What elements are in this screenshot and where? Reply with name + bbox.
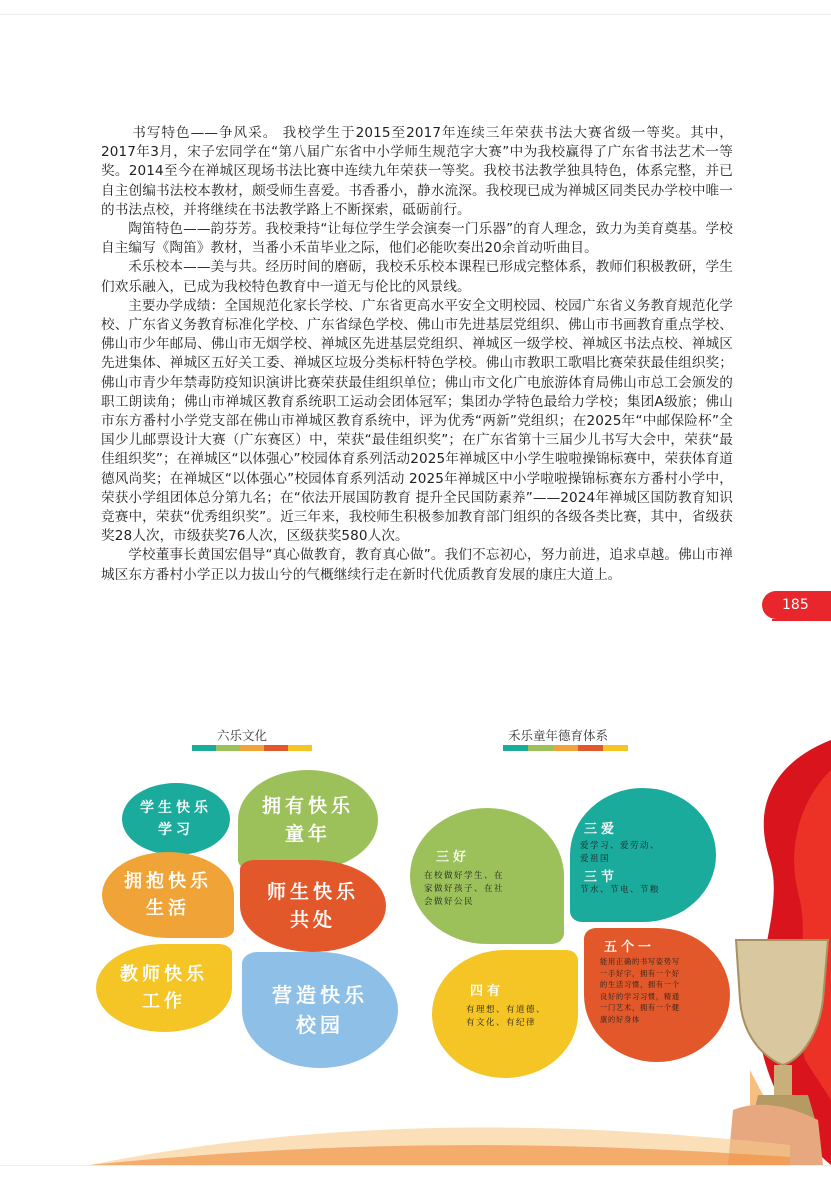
- bubble-happy-childhood: 拥有快乐 童年: [238, 770, 378, 870]
- three-saves-title: 三节: [584, 870, 619, 885]
- paragraph-curriculum: 禾乐校本——美与共。经历时间的磨砺，我校禾乐校本课程已形成完整体系，教师们积极教研，学生们欢乐融入，已成为我校特色教育中一道无与伦比的风景线。: [101, 259, 733, 295]
- five-ones-text: 能用正确的书写姿势写 一手好字，拥有一个好 的生活习惯，拥有一个 良好的学习习惯，精通 一门艺术，拥有一个健 康的好身体: [600, 957, 680, 1024]
- three-goods-title: 三好: [436, 850, 471, 865]
- corner-swoosh-decoration: [90, 1085, 790, 1165]
- bubble-create-campus: 营造快乐 校园: [242, 952, 398, 1068]
- top-rule: [0, 14, 831, 15]
- four-haves-title: 四有: [470, 984, 505, 999]
- moral-system-color-bar: [503, 745, 628, 751]
- three-goods-text: 在校做好学生、在 家做好孩子、在社 会做好公民: [424, 871, 505, 907]
- paragraph-ocarina: 陶笛特色——韵芬芳。我校秉持“让每位学生学会演奏一门乐器”的育人理念，致力为美育奠基。学校自主编写《陶笛》教材，当番小禾苗毕业之际，他们必能吹奏出20余首动听曲目。: [101, 221, 733, 257]
- bottom-rule: [0, 1165, 831, 1166]
- three-loves-title: 三爱: [584, 822, 619, 837]
- article-body: [101, 124, 733, 585]
- five-ones-title: 五个一: [604, 940, 656, 955]
- three-saves-text: 节水、节电、节粮: [580, 885, 661, 895]
- bubble-student-learning: 学生快乐 学习: [122, 783, 230, 855]
- bubble-teacher-work: 教师快乐 工作: [96, 944, 232, 1032]
- three-loves-text: 爱学习、爱劳动、 爱祖国: [580, 841, 661, 864]
- paragraph-calligraphy: 书写特色——争风采。 我校学生于2015至2017年连续三年荣获书法大赛省级一等奖。其中，2017年3月，宋子宏同学在“第八届广东省中小学师生规范字大赛”中为我校赢得了广东省书法艺术一等奖。2014至今在禅城区现场书法比赛中连续九年荣获一等奖。我校书法教学独具特色，体系完整，并已自主创编书法校本教材，颇受师生喜爱。书香番小，静水流深。我校现已成为禅城区同类民办学校中唯一的书法点校，并将继续在书法教学路上不断探索，砥砺前行。: [101, 125, 733, 218]
- six-joys-caption: 六乐文化: [217, 728, 268, 743]
- moral-system-caption: 禾乐童年德育体系: [508, 728, 609, 743]
- paragraph-achievements: 主要办学成绩：全国规范化家长学校、广东省更高水平安全文明校园、校园广东省义务教育规范化学校、广东省义务教育标准化学校、广东省绿色学校、佛山市先进基层党组织、佛山市书画教育重点学校、佛山市少年邮局、佛山市无烟学校、禅城区先进基层党组织、禅城区一级学校、禅城区书法点校、禅城区先进集体、禅城区五好关工委、禅城区垃圾分类标杆特色学校。佛山市教职工歌唱比赛荣获最佳组织奖；佛山市青少年禁毒防疫知识演讲比赛荣获最佳组织单位；佛山市文化广电旅游体育局佛山市总工会颁发的职工朗读角；佛山市禅城区教育系统职工运动会团体冠军；集团办学特色最给力学校；集团A级旅；佛山市东方番村小学党支部在佛山市禅城区教育系统中，评为优秀“两新”党组织；在2025年“中邮保险杯”全国少儿邮票设计大赛（广东赛区）中，荣获“最佳组织奖”；在广东省第十三届少儿书写大会中，荣获“最佳组织奖”；在禅城区“以体强心”校园体育系列活动2025年禅城区中小学生啦啦操锦标赛中，荣获体育道德风尚奖；在禅城区“以体强心”校园体育系列活动 2025年禅城区中小学啦啦操锦标赛东方番村小学中，荣获小学组团体总分第九名；在“依法开展国防教育 提升全民国防素养”——2024年禅城区国防教育知识竞赛中，荣获“优秀组织奖”。近三年来，我校师生积极参加教育部门组织的各级各类比赛，其中，省级获奖28人次，市级获奖76人次，区级获奖580人次。: [101, 297, 733, 545]
- four-haves-text: 有理想、有道德、 有文化、有纪律: [466, 1005, 547, 1028]
- bubble-teacher-student: 师生快乐 共处: [240, 860, 386, 952]
- page-number: 185: [762, 591, 831, 619]
- paragraph-closing: 学校董事长黄国宏倡导“真心做教育，教育真心做”。我们不忘初心，努力前进，追求卓越。佛山市禅城区东方番村小学正以力拔山兮的气概继续行走在新时代优质教育发展的康庄大道上。: [101, 547, 733, 583]
- six-joys-color-bar: [192, 745, 312, 751]
- bubble-embrace-life: 拥抱快乐 生活: [102, 852, 234, 938]
